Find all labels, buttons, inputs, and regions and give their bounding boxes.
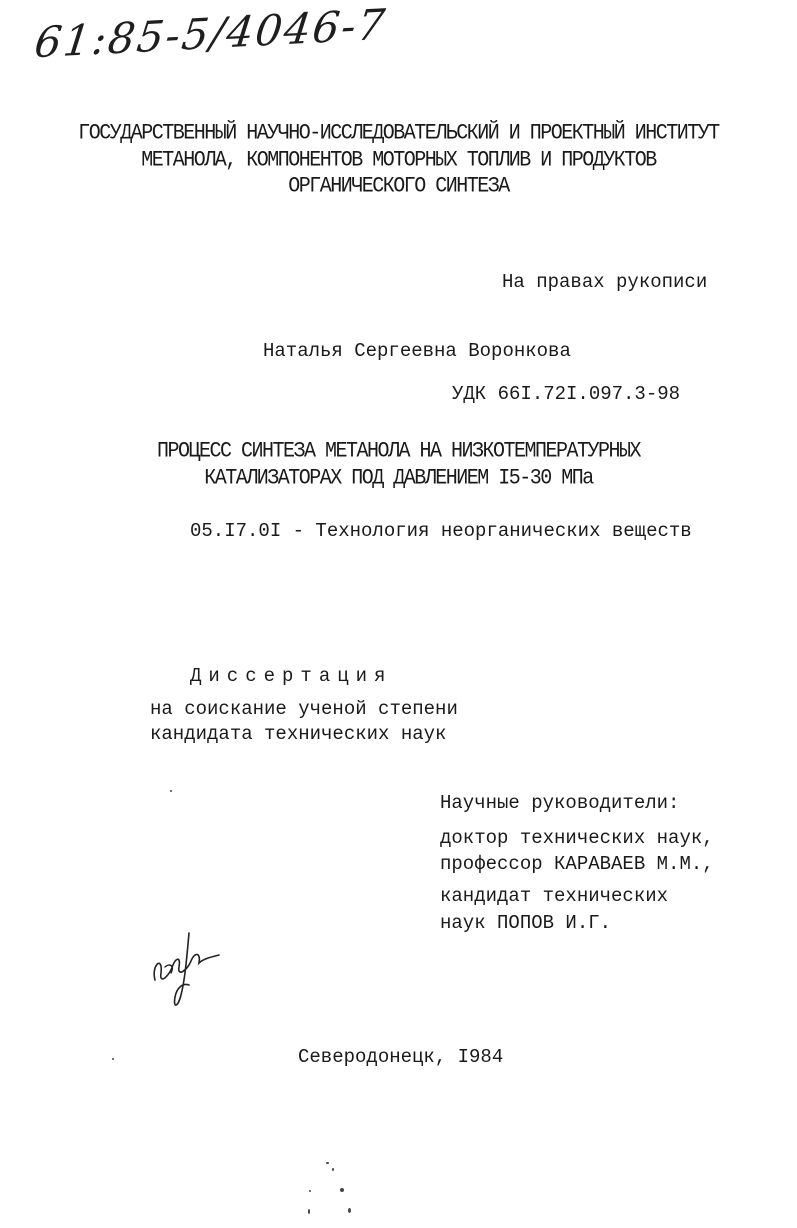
paper-speck bbox=[170, 790, 172, 792]
degree-line-1: на соискание ученой степени bbox=[150, 698, 458, 720]
title-line-1: ПРОЦЕСС СИНТЕЗА МЕТАНОЛА НА НИЗКОТЕМПЕРАТУРНЫХ bbox=[156, 438, 641, 465]
supervisor-2-degree: кандидат технических bbox=[440, 885, 669, 907]
archive-number-handwritten: 61:85-5/4046-7 bbox=[31, 0, 390, 68]
manuscript-note: На правах рукописи bbox=[502, 271, 708, 293]
paper-speck bbox=[348, 1208, 351, 1213]
city-and-year: Северодонецк, I984 bbox=[298, 1046, 504, 1068]
paper-speck bbox=[112, 1058, 114, 1060]
udk-code: УДК 66I.72I.097.3-98 bbox=[452, 383, 681, 405]
institute-line-2: МЕТАНОЛА, КОМПОНЕНТОВ МОТОРНЫХ ТОПЛИВ И ПРОДУКТОВ bbox=[141, 147, 656, 174]
supervisors-heading: Научные руководители: bbox=[440, 792, 680, 814]
dissertation-heading: Диссертация bbox=[190, 665, 393, 687]
supervisor-1-degree: доктор технических наук, bbox=[440, 827, 714, 849]
degree-line-2: кандидата технических наук bbox=[150, 723, 447, 745]
institute-line-3: ОРГАНИЧЕСКОГО СИНТЕЗА bbox=[288, 173, 509, 200]
paper-speck bbox=[326, 1162, 329, 1164]
paper-speck bbox=[308, 1209, 310, 1214]
supervisor-2-name: наук ПОПОВ И.Г. bbox=[440, 912, 612, 934]
paper-speck bbox=[340, 1188, 344, 1192]
author-name: Наталья Сергеевна Воронкова bbox=[263, 340, 571, 362]
paper-speck bbox=[332, 1168, 334, 1171]
supervisor-1-name: профессор КАРАВАЕВ М.М., bbox=[440, 853, 714, 875]
paper-speck bbox=[309, 1190, 311, 1192]
handwritten-signature bbox=[145, 925, 225, 1015]
title-line-2: КАТАЛИЗАТОРАХ ПОД ДАВЛЕНИЕМ I5-30 МПа bbox=[204, 465, 593, 492]
institute-line-1: ГОСУДАРСТВЕННЫЙ НАУЧНО-ИССЛЕДОВАТЕЛЬСКИЙ И ПРОЕКТНЫЙ ИНСТИТУТ bbox=[78, 120, 719, 147]
specialty-code: 05.I7.0I - Технология неорганических веществ bbox=[190, 520, 692, 542]
